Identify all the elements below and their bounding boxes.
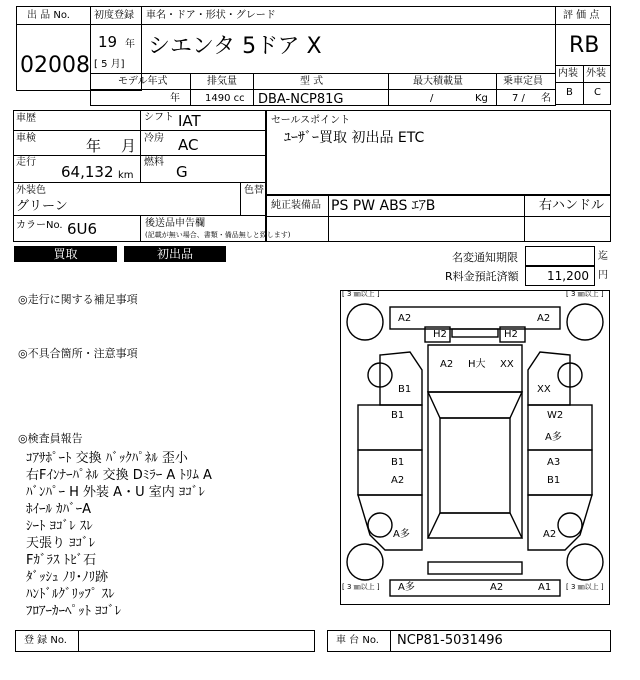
inspector-line: 右Fｲﾝﾅｰﾊﾟﾈﾙ 交換 Dﾐﾗｰ A ﾄﾘﾑ A	[26, 468, 212, 483]
inspector-line: ﾎｲｰﾙ ｶﾊﾞｰA	[26, 502, 92, 517]
inspector-lines	[26, 447, 212, 617]
interior-grade: B	[566, 87, 573, 98]
mark-rear-bumper-mid: A2	[490, 582, 504, 593]
inspector-line: ﾌﾛｱｰｶｰﾍﾟｯﾄ ﾖｺﾞﾚ	[26, 604, 122, 619]
reg-year-unit: 年	[125, 39, 135, 50]
wheel-rear-left	[347, 544, 383, 580]
ac-value: AC	[178, 136, 199, 154]
name-change-box	[525, 246, 595, 266]
mark-hood-h: H大	[468, 359, 486, 370]
ac-label: 冷房	[144, 133, 164, 144]
left-rear-door	[358, 450, 422, 495]
model-year-label: モデル年式	[118, 76, 168, 87]
later-report-label: 後送品申告欄	[145, 218, 205, 229]
equip-label: 純正装備品	[271, 200, 321, 211]
badge-kaitori: 買取	[14, 246, 117, 262]
mark-left-front-door: B1	[391, 410, 405, 421]
capacity: 7 /	[512, 93, 525, 104]
inspector-line: ﾊﾞﾝﾊﾟｰ H 外装 A・U 室内 ﾖｺﾞﾚ	[26, 485, 205, 500]
tire-label-fl: [ 3 ㎜以上 ]	[342, 290, 380, 298]
recolor-label: 色替	[244, 185, 264, 196]
model-label: 型 式	[300, 76, 324, 87]
inspection-year-unit: 年	[86, 137, 102, 155]
left-fender	[380, 352, 422, 405]
mark-headlight-right: H2	[504, 329, 518, 340]
lot-no-label: 出 品 No.	[27, 10, 70, 21]
reg-year: 19	[98, 33, 118, 51]
windshield	[428, 392, 522, 418]
recycle-label: R料金預託済額	[445, 270, 519, 283]
equip-value: PS PW ABS ｴｱB	[331, 198, 436, 214]
mileage-label: 走行	[16, 157, 36, 168]
displacement-label: 排気量	[207, 76, 237, 87]
name-change-unit: 迄	[598, 251, 608, 262]
color-label: 外装色	[16, 185, 46, 196]
mark-hood-a: A2	[440, 359, 454, 370]
fuel-label: 燃料	[144, 157, 164, 168]
reg-no-label: 登 録 No.	[24, 635, 67, 646]
right-fender	[528, 352, 570, 405]
roof	[440, 418, 510, 513]
mark-hood-xx: XX	[500, 359, 514, 370]
inspection-label: 車検	[16, 133, 36, 144]
recycle-unit: 円	[598, 270, 608, 281]
mark-right-quarter: A2	[543, 529, 557, 540]
inspector-line: 天張り ﾖｺﾞﾚ	[26, 536, 96, 551]
inspection-month-unit: 月	[121, 137, 137, 155]
mark-right-rear-a3: A3	[547, 457, 561, 468]
rear-bumper	[390, 580, 560, 596]
rear-window	[428, 513, 522, 538]
inspector-line: ﾊﾝﾄﾞﾙｸﾞﾘｯﾌﾟ ｽﾚ	[26, 587, 115, 602]
tire-label-rr: [ 3 ㎜以上 ]	[566, 583, 604, 591]
reg-month: [ 5 月]	[94, 59, 125, 70]
history-label: 車歴	[16, 113, 36, 124]
car-name-label: 車名・ドア・形状・グレード	[146, 10, 276, 21]
color-no-value: 6U6	[67, 220, 98, 238]
wheel-front-left	[347, 304, 383, 340]
inspector-line: ﾀﾞｯｼｭ ﾉﾘ･ﾉﾘ跡	[26, 570, 109, 585]
displacement: 1490 cc	[205, 93, 245, 104]
tire-label-fr: [ 3 ㎜以上 ]	[566, 290, 604, 298]
mark-rear-bumper-left: A多	[398, 582, 415, 593]
mark-right-front-a: A多	[545, 432, 562, 443]
shift-value: IAT	[178, 112, 201, 130]
sales-label: セールスポイント	[271, 115, 351, 126]
grille	[452, 329, 498, 337]
eval-score: RB	[569, 33, 600, 58]
mileage-value: 64,132	[61, 163, 114, 181]
wheel-rear-right	[567, 544, 603, 580]
model-value: DBA-NCP81G	[258, 92, 344, 107]
tire-label-rl: [ 3 ㎜以上 ]	[342, 583, 380, 591]
sales-text: ﾕｰｻﾞｰ買取 初出品 ETC	[284, 130, 425, 146]
chassis-no: NCP81-5031496	[397, 633, 503, 648]
inspector-title: ◎検査員報告	[18, 432, 83, 445]
inspector-line: ｼｰﾄ ﾖｺﾞﾚ ｽﾚ	[26, 519, 93, 534]
max-load: /	[430, 93, 434, 104]
mark-left-fender: B1	[398, 384, 412, 395]
interior-label: 内装	[558, 68, 578, 79]
mark-headlight-left: H2	[433, 329, 447, 340]
mark-left-rear-door-b: B1	[391, 457, 405, 468]
mileage-unit: km	[118, 170, 134, 181]
badge-first-listing: 初出品	[124, 246, 226, 262]
mark-front-bumper-right: A2	[537, 313, 551, 324]
max-load-label: 最大積載量	[413, 76, 463, 87]
car-diagram	[340, 290, 610, 605]
color-no-label: カラーNo.	[16, 220, 63, 231]
mark-right-rear-b1: B1	[547, 475, 561, 486]
color-value: グリーン	[16, 199, 68, 214]
left-front-door	[358, 405, 422, 450]
inspector-line: ｺｱｻﾎﾟｰﾄ 交換 ﾊﾞｯｸﾊﾟﾈﾙ 歪小	[26, 451, 188, 466]
capacity-label: 乗車定員	[503, 76, 543, 87]
first-reg-label: 初度登録	[94, 10, 134, 21]
mark-right-fender-xx: XX	[537, 384, 551, 395]
shift-label: シフト	[144, 112, 174, 123]
rear-garnish	[428, 562, 522, 574]
fuel-value: G	[176, 163, 188, 181]
recycle-value: 11,200	[547, 269, 589, 283]
mark-left-quarter: A多	[393, 529, 410, 540]
name-change-label: 名変通知期限	[452, 251, 518, 264]
wheel-front-right	[567, 304, 603, 340]
mark-rear-bumper-right: A1	[538, 582, 552, 593]
mark-left-rear-door-a: A2	[391, 475, 405, 486]
lot-no: 02008	[20, 53, 90, 78]
front-bumper	[390, 307, 560, 329]
mark-right-front-w2: W2	[547, 410, 564, 421]
model-year-unit: 年	[170, 93, 180, 104]
car-name: シエンタ 5ドア X	[148, 34, 322, 59]
defects-title: ◎不具合箇所・注意事項	[18, 347, 138, 360]
chassis-label: 車 台 No.	[336, 635, 379, 646]
running-notes-title: ◎走行に関する補足事項	[18, 293, 138, 306]
max-load-unit: Kg	[475, 93, 488, 104]
inspector-line: Fｶﾞﾗｽ ﾄﾋﾞ石	[26, 553, 97, 568]
exterior-label: 外装	[586, 68, 606, 79]
mark-front-bumper-left: A2	[398, 313, 412, 324]
handle-value: 右ハンドル	[539, 198, 605, 213]
later-report-note: (記載が無い場合、書類・備品無しと致します)	[145, 231, 291, 239]
eval-label: 評 価 点	[563, 10, 600, 21]
exterior-grade: C	[594, 87, 601, 98]
capacity-unit: 名	[541, 93, 551, 104]
right-rear-door	[528, 450, 592, 495]
